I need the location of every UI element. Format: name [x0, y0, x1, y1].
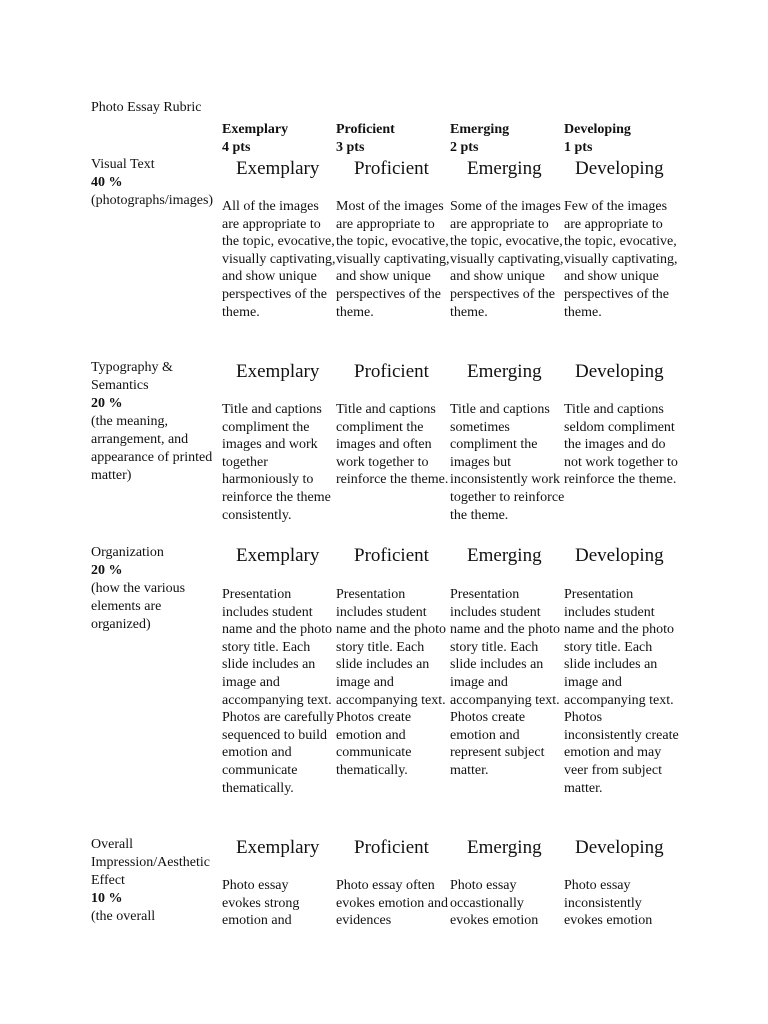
document-title: Photo Essay Rubric [91, 100, 202, 115]
rubric-cell: Presentation includes student name and the photo story title. Each slide includes an image and accompanying text. Photos create emotion and communicate thematically. [336, 587, 447, 778]
criterion-description: (how the various elements are organized) [91, 581, 186, 632]
criterion-description: (the overall [91, 909, 156, 924]
rubric-cell: Some of the images are appropriate to the topic, evocative, visually captivating, and show unique perspectives of the theme. [450, 199, 564, 320]
rubric-cell: Title and captions seldom compliment the images and do not work together to reinforce the theme. [564, 402, 678, 488]
level-label: Proficient [354, 837, 429, 858]
criterion-typography-semantics [91, 359, 213, 485]
criterion-description: (the meaning, arrangement, and appearance of printed matter) [91, 414, 213, 483]
level-label: Emerging [467, 837, 542, 858]
criterion-overall-impression [91, 836, 210, 926]
rubric-cell: Few of the images are appropriate to the topic, evocative, visually captivating, and show unique perspectives of the theme. [564, 199, 678, 320]
level-label: Exemplary [236, 158, 320, 179]
rubric-cell: Presentation includes student name and the photo story title. Each slide includes an image and accompanying text. Photos create emotion and represent subject matter. [450, 587, 561, 778]
column-name: Developing [564, 122, 631, 137]
column-points: 3 pts [336, 139, 365, 155]
rubric-cell: All of the images are appropriate to the topic, evocative, visually captivating, and show unique perspectives of the theme. [222, 199, 336, 320]
level-label: Proficient [354, 361, 429, 382]
column-points: 1 pts [564, 139, 593, 155]
column-header-exemplary [222, 121, 288, 156]
column-header-proficient [336, 121, 395, 156]
rubric-cell: Title and captions sometimes compliment the images but inconsistently work together to reinforce the theme. [450, 402, 565, 523]
level-label: Developing [575, 361, 664, 382]
rubric-cell: Title and captions compliment the images and often work together to reinforce the theme. [336, 402, 449, 488]
criterion-visual-text [91, 156, 226, 210]
rubric-cell: Title and captions compliment the images and work together harmoniously to reinforce the theme consistently. [222, 402, 331, 523]
criterion-weight: 20 % [91, 396, 123, 411]
criterion-weight: 10 % [91, 891, 123, 906]
criterion-name: Typography & Semantics [91, 360, 173, 393]
rubric-cell: Photo essay evokes strong emotion and [222, 878, 300, 929]
rubric-cell: Photo essay inconsistently evokes emotion [564, 878, 653, 929]
rubric-cell: Presentation includes student name and the photo story title. Each slide includes an image and accompanying text. Photos are carefully sequenced to build emotion and communicate thematically. [222, 587, 334, 796]
criterion-weight: 40 % [91, 175, 123, 190]
rubric-cell: Photo essay often evokes emotion and evidences [336, 878, 448, 929]
criterion-weight: 20 % [91, 563, 123, 578]
column-points: 2 pts [450, 139, 479, 155]
level-label: Emerging [467, 361, 542, 382]
criterion-name: Overall Impression/Aesthetic Effect [91, 837, 210, 888]
column-header-emerging [450, 121, 509, 156]
level-label: Developing [575, 837, 664, 858]
criterion-description: (photographs/images) [91, 193, 214, 208]
column-name: Exemplary [222, 122, 289, 137]
criterion-name: Organization [91, 545, 164, 560]
column-name: Emerging [450, 122, 510, 137]
column-name: Proficient [336, 122, 395, 137]
rubric-cell: Presentation includes student name and the photo story title. Each slide includes an image and accompanying text. Photos inconsistently create emotion and may veer from subject matter. [564, 587, 679, 796]
level-label: Developing [575, 158, 664, 179]
criterion-organization [91, 544, 209, 634]
column-points: 4 pts [222, 139, 251, 155]
level-label: Exemplary [236, 837, 320, 858]
level-label: Proficient [354, 158, 429, 179]
level-label: Emerging [467, 545, 542, 566]
level-label: Exemplary [236, 361, 320, 382]
rubric-cell: Most of the images are appropriate to the topic, evocative, visually captivating, and show unique perspectives of the theme. [336, 199, 450, 320]
column-header-developing [564, 121, 631, 156]
level-label: Developing [575, 545, 664, 566]
level-label: Exemplary [236, 545, 320, 566]
rubric-cell: Photo essay occastionally evokes emotion [450, 878, 539, 929]
level-label: Emerging [467, 158, 542, 179]
criterion-name: Visual Text [91, 157, 155, 172]
level-label: Proficient [354, 545, 429, 566]
